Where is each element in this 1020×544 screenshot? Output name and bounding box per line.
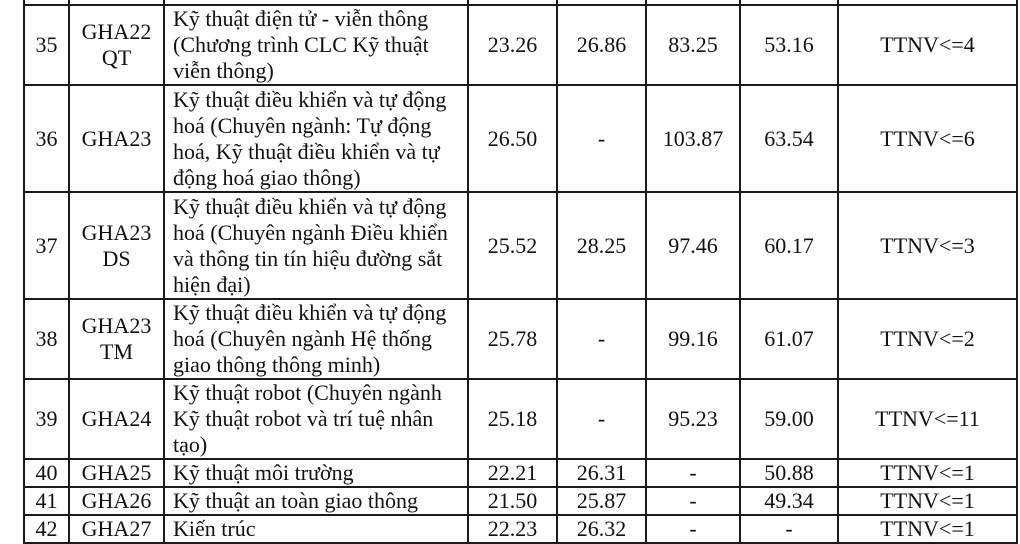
score-d-value: 61.07 xyxy=(764,326,814,351)
major-code-line: GHA23 xyxy=(81,219,152,245)
major-code-cell xyxy=(69,5,164,85)
score-b-cell xyxy=(557,379,646,459)
major-code-line: GHA23 xyxy=(81,313,152,338)
score-a-value: 26.50 xyxy=(487,125,538,151)
row-number: 35 xyxy=(35,32,58,57)
score-a-value: 22.23 xyxy=(487,516,538,541)
score-a-cell xyxy=(468,5,557,85)
major-code-line: GHA26 xyxy=(81,488,152,513)
stt-cell xyxy=(24,487,69,515)
major-code-line: QT xyxy=(101,45,132,70)
score-b-cell xyxy=(557,192,646,299)
score-b-cell xyxy=(557,5,646,85)
condition-cell xyxy=(838,487,1017,515)
stt-cell xyxy=(24,515,69,543)
row-number: 37 xyxy=(35,232,58,258)
major-name-line: (Chương trình CLC Kỹ thuật xyxy=(173,32,429,57)
condition-value: TTNV<=1 xyxy=(880,488,975,513)
major-name-cell xyxy=(164,85,468,192)
score-c-value: 95.23 xyxy=(668,406,718,431)
stt-cell xyxy=(24,459,69,487)
stt-cell xyxy=(24,192,69,299)
table-row xyxy=(24,85,1017,192)
major-name-line: giao thông thông minh) xyxy=(173,352,381,377)
major-code-line: GHA24 xyxy=(81,406,152,431)
row-number: 40 xyxy=(35,460,58,485)
major-name-cell xyxy=(164,5,468,85)
score-b-value: 26.32 xyxy=(576,516,627,541)
major-code-cell xyxy=(69,85,164,192)
stt-cell xyxy=(24,299,69,379)
stt-cell xyxy=(24,85,69,192)
score-c-cell xyxy=(646,379,740,459)
major-code-line: GHA27 xyxy=(81,516,152,541)
score-d-cell xyxy=(740,487,838,515)
table-row xyxy=(24,379,1017,459)
score-b-value: - xyxy=(597,326,606,351)
condition-cell xyxy=(838,459,1017,487)
score-c-value: - xyxy=(689,516,697,541)
major-name-line: Kỹ thuật điều khiển và tự động xyxy=(173,193,447,219)
score-a-cell xyxy=(468,379,557,459)
score-d-cell xyxy=(740,5,838,85)
row-number: 39 xyxy=(35,406,58,431)
score-d-cell xyxy=(740,379,838,459)
major-name-line: Kỹ thuật an toàn giao thông xyxy=(173,488,419,513)
score-d-cell xyxy=(740,85,838,192)
score-b-cell xyxy=(557,515,646,543)
condition-cell xyxy=(838,515,1017,543)
score-a-cell xyxy=(468,192,557,299)
score-d-value: 50.88 xyxy=(764,460,814,485)
condition-cell xyxy=(838,85,1017,192)
major-name-line: hoá (Chuyên ngành Điều khiển xyxy=(173,219,448,245)
score-c-value: - xyxy=(689,460,697,485)
score-b-value: 28.25 xyxy=(576,232,627,258)
major-code-cell xyxy=(69,379,164,459)
score-b-value: 26.86 xyxy=(576,32,627,57)
row-number: 38 xyxy=(35,326,58,351)
condition-cell xyxy=(838,192,1017,299)
major-name-line: và thông tin tín hiệu đường sắt xyxy=(173,245,443,271)
score-c-cell xyxy=(646,85,740,192)
row-number: 42 xyxy=(35,516,58,541)
score-b-value: 25.87 xyxy=(576,488,627,513)
score-a-value: 21.50 xyxy=(487,488,538,513)
condition-value: TTNV<=1 xyxy=(880,516,975,541)
major-name-line: hoá (Chuyên ngành Hệ thống xyxy=(173,326,433,351)
score-c-cell xyxy=(646,515,740,543)
score-a-cell xyxy=(468,487,557,515)
major-code-cell xyxy=(69,192,164,299)
stt-cell xyxy=(24,5,69,85)
score-b-value: - xyxy=(597,125,606,151)
major-name-line: viễn thông) xyxy=(173,58,274,83)
score-a-cell xyxy=(468,515,557,543)
major-name-line: Kỹ thuật điều khiển và tự động xyxy=(173,86,447,112)
major-code-line: GHA23 xyxy=(81,125,152,151)
score-c-value: 99.16 xyxy=(668,326,718,351)
major-name-cell xyxy=(164,379,468,459)
table-row xyxy=(24,192,1017,299)
score-b-cell xyxy=(557,487,646,515)
score-d-cell xyxy=(740,515,838,543)
table-row xyxy=(24,487,1017,515)
major-code-cell xyxy=(69,487,164,515)
score-c-value: - xyxy=(689,488,697,513)
table-row xyxy=(24,5,1017,85)
table-row xyxy=(24,515,1017,543)
major-name-cell xyxy=(164,299,468,379)
major-code-cell xyxy=(69,515,164,543)
score-d-value: 53.16 xyxy=(764,32,814,57)
score-d-value: 60.17 xyxy=(764,232,814,258)
major-name-line: hoá (Chuyên ngành: Tự động xyxy=(173,112,432,138)
score-b-value: 26.31 xyxy=(576,460,627,485)
score-c-cell xyxy=(646,192,740,299)
major-name-line: Kỹ thuật robot (Chuyên ngành xyxy=(173,380,442,405)
major-code-line: GHA25 xyxy=(81,460,152,485)
score-c-cell xyxy=(646,5,740,85)
score-b-cell xyxy=(557,299,646,379)
major-name-line: động hoá giao thông) xyxy=(173,164,361,190)
admission-table-wrapper xyxy=(23,0,1016,544)
table-row xyxy=(24,459,1017,487)
score-c-value: 103.87 xyxy=(662,125,724,151)
major-name-line: Kiến trúc xyxy=(173,516,256,541)
score-b-cell xyxy=(557,85,646,192)
major-code-cell xyxy=(69,299,164,379)
condition-value: TTNV<=1 xyxy=(880,460,975,485)
score-c-value: 97.46 xyxy=(668,232,718,258)
score-b-cell xyxy=(557,459,646,487)
score-a-cell xyxy=(468,85,557,192)
major-name-line: hiện đại) xyxy=(173,271,251,297)
major-code-line: DS xyxy=(102,245,131,271)
stt-cell xyxy=(24,379,69,459)
score-d-value: - xyxy=(785,516,793,541)
condition-value: TTNV<=3 xyxy=(880,232,975,258)
major-code-cell xyxy=(69,459,164,487)
score-c-cell xyxy=(646,299,740,379)
score-d-value: 59.00 xyxy=(764,406,814,431)
row-number: 36 xyxy=(35,125,58,151)
score-b-value: - xyxy=(597,406,606,431)
major-name-line: tạo) xyxy=(173,432,208,457)
major-name-line: Kỹ thuật robot và trí tuệ nhân xyxy=(173,406,434,431)
major-name-line: hoá, Kỹ thuật điều khiển và tự xyxy=(173,138,440,164)
major-name-cell xyxy=(164,459,468,487)
score-a-cell xyxy=(468,459,557,487)
condition-value: TTNV<=4 xyxy=(880,32,975,57)
major-name-line: Kỹ thuật môi trường xyxy=(173,460,354,485)
major-name-cell xyxy=(164,515,468,543)
major-code-line: GHA22 xyxy=(81,19,152,44)
major-name-cell xyxy=(164,192,468,299)
table-row xyxy=(24,299,1017,379)
condition-value: TTNV<=11 xyxy=(875,406,980,431)
major-code-line: TM xyxy=(100,339,133,364)
score-a-cell xyxy=(468,299,557,379)
score-d-value: 49.34 xyxy=(764,488,814,513)
admission-scores-table xyxy=(23,0,1018,544)
score-d-cell xyxy=(740,192,838,299)
score-a-value: 25.18 xyxy=(487,406,538,431)
score-a-value: 22.21 xyxy=(487,460,538,485)
condition-cell xyxy=(838,379,1017,459)
score-d-cell xyxy=(740,299,838,379)
major-name-line: Kỹ thuật điện tử - viễn thông xyxy=(173,6,429,31)
row-number: 41 xyxy=(35,488,58,513)
condition-value: TTNV<=6 xyxy=(880,125,975,151)
score-d-value: 63.54 xyxy=(764,125,814,151)
major-name-cell xyxy=(164,487,468,515)
table-body xyxy=(24,0,1017,543)
score-c-value: 83.25 xyxy=(668,32,718,57)
score-d-cell xyxy=(740,459,838,487)
major-name-line: Kỹ thuật điều khiển và tự động xyxy=(173,300,447,325)
condition-cell xyxy=(838,5,1017,85)
score-a-value: 25.52 xyxy=(487,232,538,258)
score-c-cell xyxy=(646,487,740,515)
condition-cell xyxy=(838,299,1017,379)
condition-value: TTNV<=2 xyxy=(880,326,975,351)
score-a-value: 25.78 xyxy=(487,326,538,351)
score-a-value: 23.26 xyxy=(487,32,538,57)
score-c-cell xyxy=(646,459,740,487)
